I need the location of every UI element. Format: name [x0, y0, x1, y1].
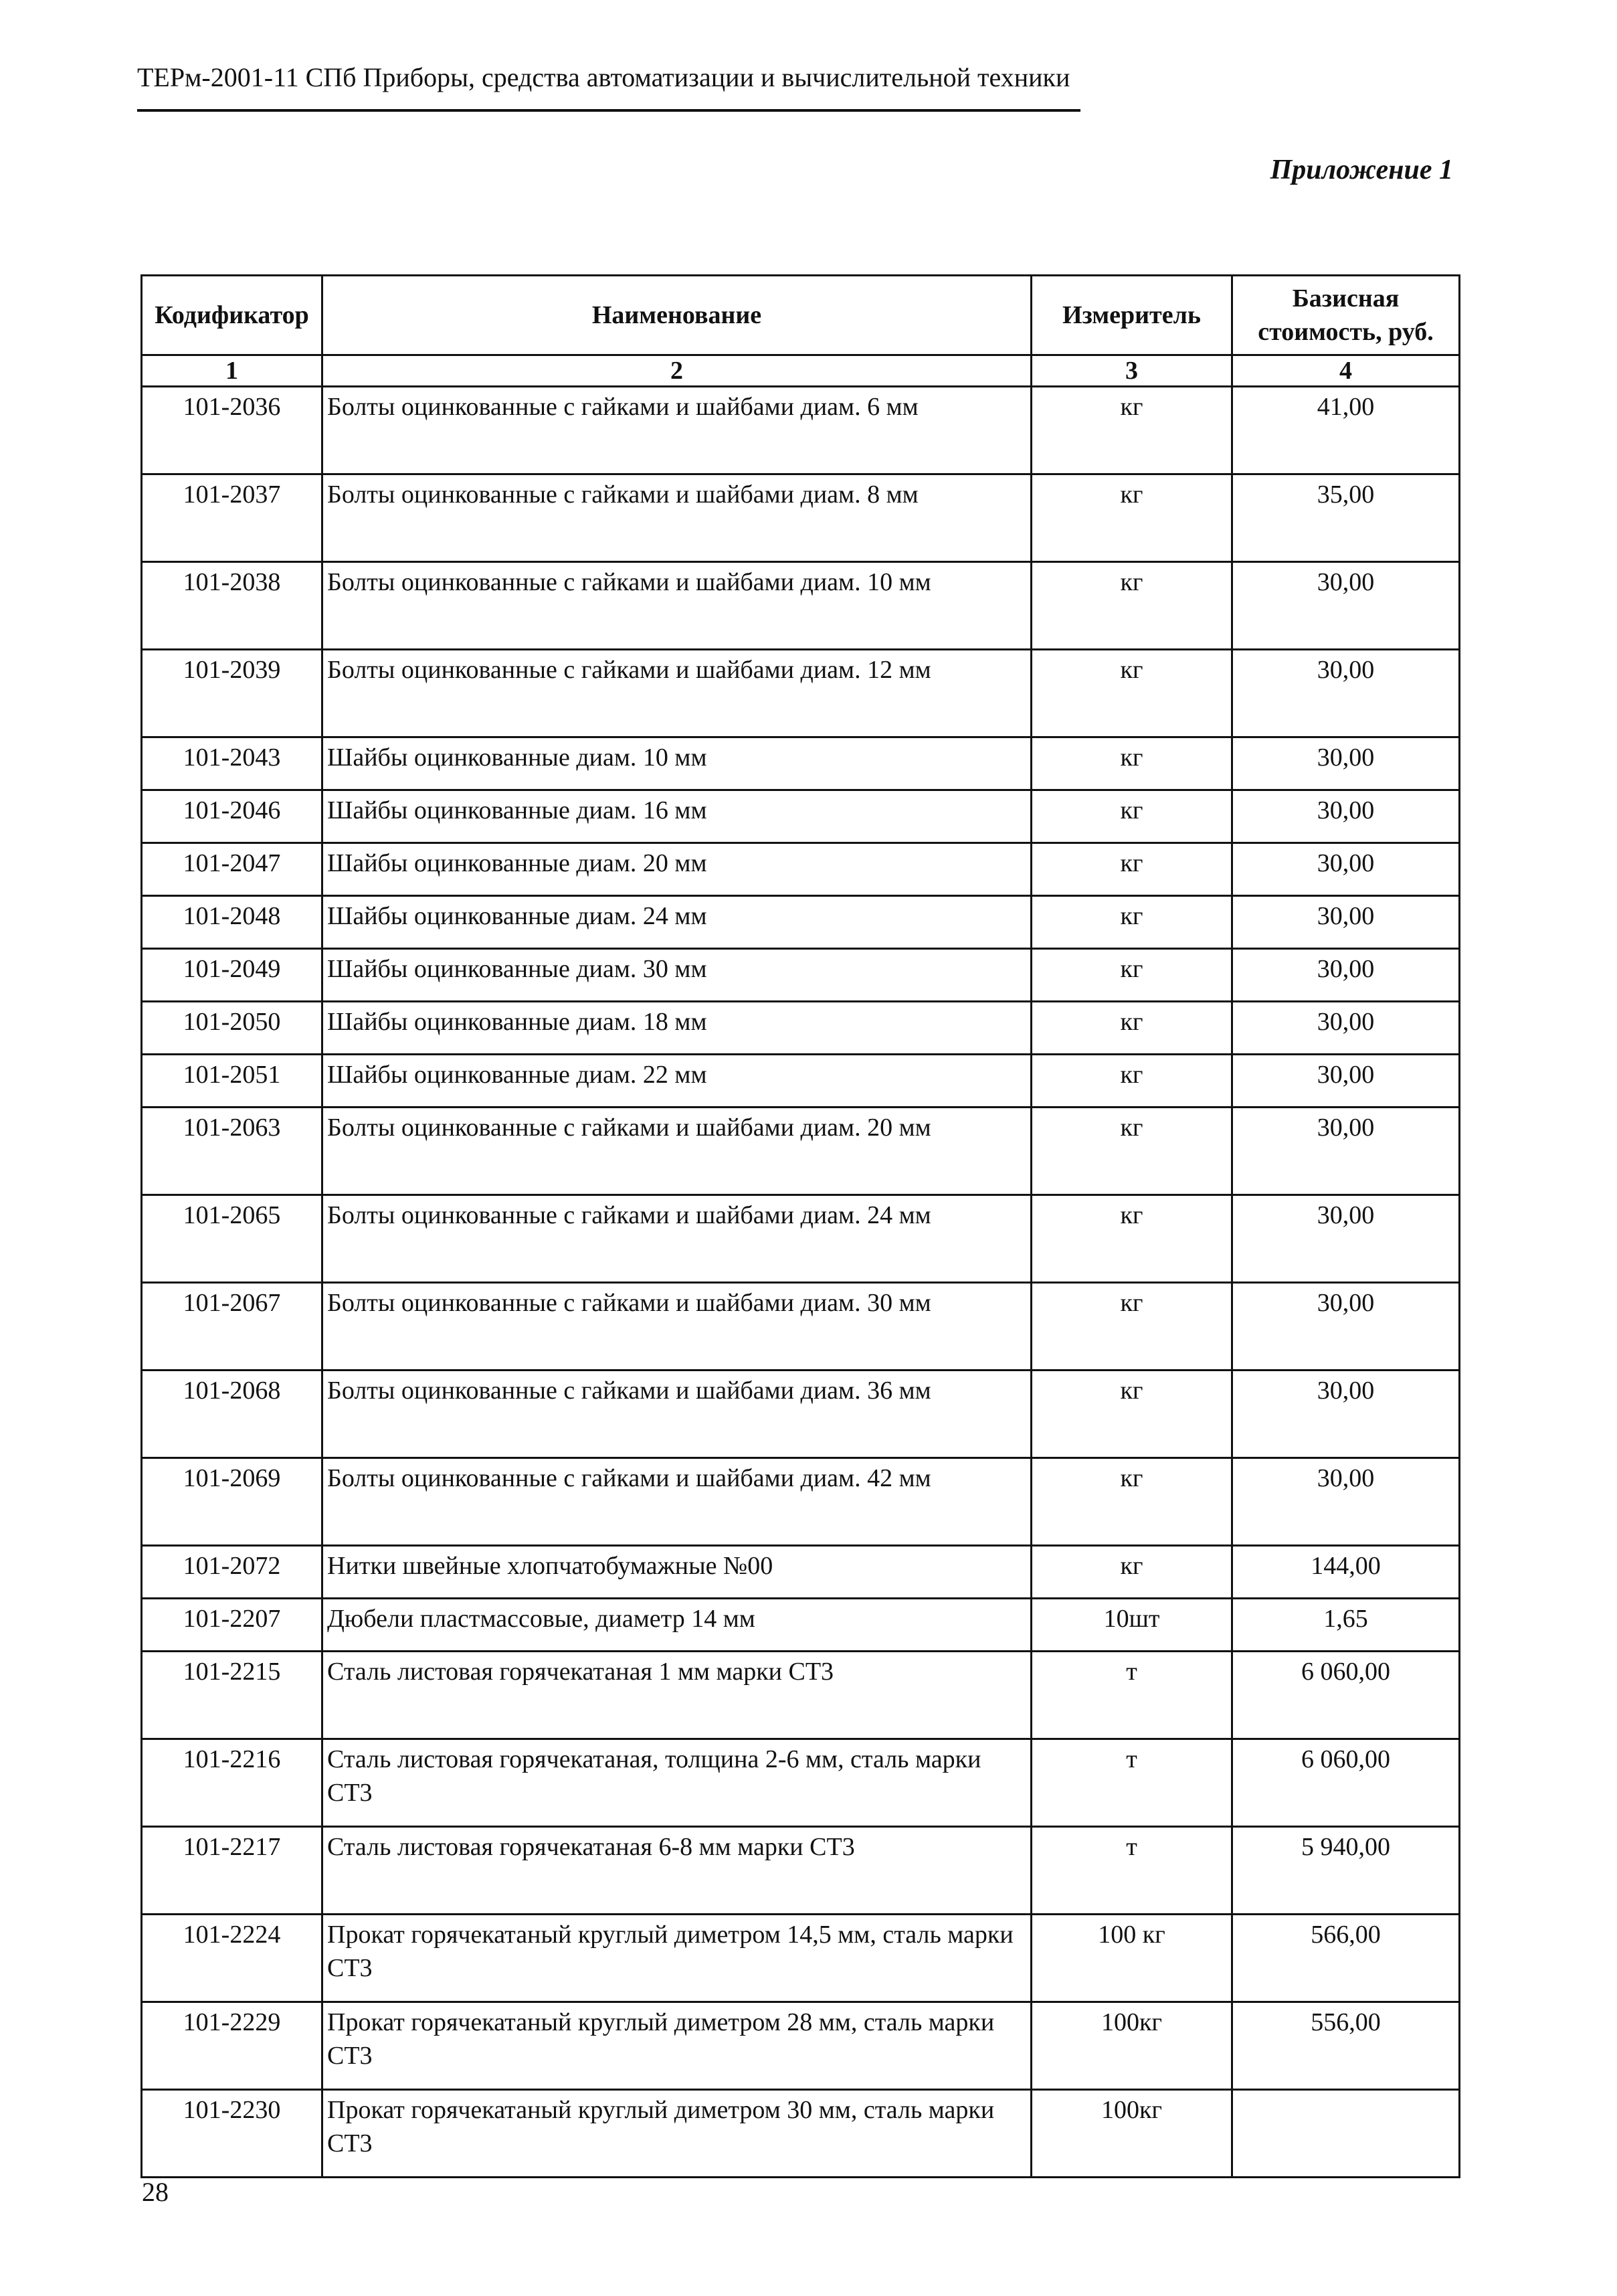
document-header-title: ТЕРм-2001-11 СПб Приборы, средства автоматизации и вычислительной техники	[137, 62, 1070, 92]
cell-price: 41,00	[1232, 387, 1460, 474]
cell-code: 101-2067	[142, 1283, 322, 1371]
cell-price: 30,00	[1232, 1283, 1460, 1371]
cell-name: Болты оцинкованные с гайками и шайбами диам. 30 мм	[322, 1283, 1032, 1371]
cell-unit: кг	[1032, 562, 1232, 650]
cell-unit: кг	[1032, 474, 1232, 562]
cell-price: 30,00	[1232, 790, 1460, 843]
cell-code: 101-2036	[142, 387, 322, 474]
cell-price: 30,00	[1232, 843, 1460, 896]
cell-code: 101-2065	[142, 1195, 322, 1283]
table-row	[142, 562, 1460, 650]
cell-unit: 100кг	[1032, 2002, 1232, 2090]
cell-name: Болты оцинкованные с гайками и шайбами диам. 10 мм	[322, 562, 1032, 650]
cell-price: 6 060,00	[1232, 1652, 1460, 1739]
table-row	[142, 1002, 1460, 1055]
cell-unit: кг	[1032, 790, 1232, 843]
cell-name: Прокат горячекатаный круглый диметром 30 мм, сталь марки СТ3	[322, 2090, 1032, 2178]
table-row	[142, 737, 1460, 790]
cell-code: 101-2215	[142, 1652, 322, 1739]
table-row	[142, 949, 1460, 1002]
cell-name: Шайбы оцинкованные диам. 30 мм	[322, 949, 1032, 1002]
cell-code: 101-2207	[142, 1599, 322, 1652]
cell-code: 101-2216	[142, 1739, 322, 1827]
table-row	[142, 896, 1460, 949]
cell-name: Болты оцинкованные с гайками и шайбами диам. 42 мм	[322, 1458, 1032, 1546]
cell-price: 556,00	[1232, 2002, 1460, 2090]
column-header-unit: Измеритель	[1032, 276, 1232, 355]
cell-code: 101-2037	[142, 474, 322, 562]
cell-price: 5 940,00	[1232, 1827, 1460, 1915]
table-row	[142, 1055, 1460, 1108]
cell-name: Нитки швейные хлопчатобумажные №00	[322, 1546, 1032, 1599]
cell-code: 101-2039	[142, 650, 322, 737]
cell-code: 101-2063	[142, 1108, 322, 1195]
cell-code: 101-2048	[142, 896, 322, 949]
cell-price: 30,00	[1232, 949, 1460, 1002]
cell-price: 30,00	[1232, 896, 1460, 949]
cell-code: 101-2068	[142, 1371, 322, 1458]
cell-code: 101-2038	[142, 562, 322, 650]
cell-price: 30,00	[1232, 1458, 1460, 1546]
cell-unit: кг	[1032, 387, 1232, 474]
cell-unit: кг	[1032, 949, 1232, 1002]
table-row	[142, 1371, 1460, 1458]
cell-code: 101-2043	[142, 737, 322, 790]
cell-price: 6 060,00	[1232, 1739, 1460, 1827]
cell-name: Шайбы оцинкованные диам. 10 мм	[322, 737, 1032, 790]
cell-unit: 100 кг	[1032, 1915, 1232, 2002]
cell-unit: т	[1032, 1739, 1232, 1827]
table-row	[142, 1827, 1460, 1915]
cell-name: Болты оцинкованные с гайками и шайбами диам. 20 мм	[322, 1108, 1032, 1195]
column-number: 3	[1032, 355, 1232, 387]
cell-name: Болты оцинкованные с гайками и шайбами диам. 8 мм	[322, 474, 1032, 562]
cell-name: Шайбы оцинкованные диам. 16 мм	[322, 790, 1032, 843]
cell-code: 101-2050	[142, 1002, 322, 1055]
column-number: 1	[142, 355, 322, 387]
cell-name: Шайбы оцинкованные диам. 24 мм	[322, 896, 1032, 949]
table-row	[142, 2002, 1460, 2090]
table-row	[142, 1915, 1460, 2002]
cell-name: Болты оцинкованные с гайками и шайбами диам. 12 мм	[322, 650, 1032, 737]
cell-unit: кг	[1032, 1371, 1232, 1458]
cell-code: 101-2051	[142, 1055, 322, 1108]
table-row	[142, 650, 1460, 737]
cell-price: 30,00	[1232, 737, 1460, 790]
cell-name: Сталь листовая горячекатаная 6-8 мм марки СТ3	[322, 1827, 1032, 1915]
cell-name: Прокат горячекатаный круглый диметром 14,5 мм, сталь марки СТ3	[322, 1915, 1032, 2002]
cell-price: 30,00	[1232, 1195, 1460, 1283]
header-divider	[137, 109, 1080, 112]
cell-unit: т	[1032, 1652, 1232, 1739]
cell-price: 30,00	[1232, 1108, 1460, 1195]
cell-price: 1,65	[1232, 1599, 1460, 1652]
cell-code: 101-2047	[142, 843, 322, 896]
table-row	[142, 2090, 1460, 2178]
cell-unit: кг	[1032, 1546, 1232, 1599]
table-row	[142, 790, 1460, 843]
table-row	[142, 1739, 1460, 1827]
cell-unit: кг	[1032, 896, 1232, 949]
cell-code: 101-2069	[142, 1458, 322, 1546]
cell-unit: кг	[1032, 1002, 1232, 1055]
table-row	[142, 1108, 1460, 1195]
column-number-row	[142, 355, 1460, 387]
cell-unit: кг	[1032, 843, 1232, 896]
cell-price: 30,00	[1232, 650, 1460, 737]
table-row	[142, 387, 1460, 474]
cell-code: 101-2072	[142, 1546, 322, 1599]
column-header-price: Базисная стоимость, руб.	[1232, 276, 1460, 355]
cell-code: 101-2229	[142, 2002, 322, 2090]
cell-name: Болты оцинкованные с гайками и шайбами диам. 6 мм	[322, 387, 1032, 474]
cell-name: Шайбы оцинкованные диам. 22 мм	[322, 1055, 1032, 1108]
cell-name: Шайбы оцинкованные диам. 20 мм	[322, 843, 1032, 896]
table-row	[142, 1652, 1460, 1739]
cell-price: 566,00	[1232, 1915, 1460, 2002]
table-row	[142, 1195, 1460, 1283]
cell-unit: 10шт	[1032, 1599, 1232, 1652]
column-number: 4	[1232, 355, 1460, 387]
cell-name: Сталь листовая горячекатаная, толщина 2-6 мм, сталь марки СТ3	[322, 1739, 1032, 1827]
cell-unit: кг	[1032, 1055, 1232, 1108]
cell-price: 30,00	[1232, 562, 1460, 650]
cell-code: 101-2217	[142, 1827, 322, 1915]
table-row	[142, 1283, 1460, 1371]
cell-name: Прокат горячекатаный круглый диметром 28 мм, сталь марки СТ3	[322, 2002, 1032, 2090]
table-row	[142, 1599, 1460, 1652]
cell-code: 101-2049	[142, 949, 322, 1002]
table-row	[142, 474, 1460, 562]
column-header-name: Наименование	[322, 276, 1032, 355]
cell-price: 30,00	[1232, 1002, 1460, 1055]
cell-name: Шайбы оцинкованные диам. 18 мм	[322, 1002, 1032, 1055]
column-header-code: Кодификатор	[142, 276, 322, 355]
cell-name: Болты оцинкованные с гайками и шайбами диам. 24 мм	[322, 1195, 1032, 1283]
appendix-label: Приложение 1	[1270, 155, 1453, 185]
cell-unit: кг	[1032, 1108, 1232, 1195]
cell-price	[1232, 2090, 1460, 2178]
cell-unit: кг	[1032, 1283, 1232, 1371]
cell-price: 30,00	[1232, 1055, 1460, 1108]
page-number: 28	[142, 2177, 169, 2207]
cell-code: 101-2224	[142, 1915, 322, 2002]
cell-price: 144,00	[1232, 1546, 1460, 1599]
cell-unit: т	[1032, 1827, 1232, 1915]
cell-code: 101-2046	[142, 790, 322, 843]
table-body	[142, 387, 1460, 2178]
cell-unit: кг	[1032, 1458, 1232, 1546]
cell-name: Сталь листовая горячекатаная 1 мм марки СТ3	[322, 1652, 1032, 1739]
column-number: 2	[322, 355, 1032, 387]
cell-unit: кг	[1032, 650, 1232, 737]
table-row	[142, 843, 1460, 896]
cell-name: Дюбели пластмассовые, диаметр 14 мм	[322, 1599, 1032, 1652]
cell-unit: 100кг	[1032, 2090, 1232, 2178]
cell-unit: кг	[1032, 1195, 1232, 1283]
price-table	[140, 274, 1460, 2178]
cell-price: 35,00	[1232, 474, 1460, 562]
table-row	[142, 1458, 1460, 1546]
cell-price: 30,00	[1232, 1371, 1460, 1458]
table-header-row	[142, 276, 1460, 355]
table-row	[142, 1546, 1460, 1599]
cell-unit: кг	[1032, 737, 1232, 790]
cell-name: Болты оцинкованные с гайками и шайбами диам. 36 мм	[322, 1371, 1032, 1458]
cell-code: 101-2230	[142, 2090, 322, 2178]
